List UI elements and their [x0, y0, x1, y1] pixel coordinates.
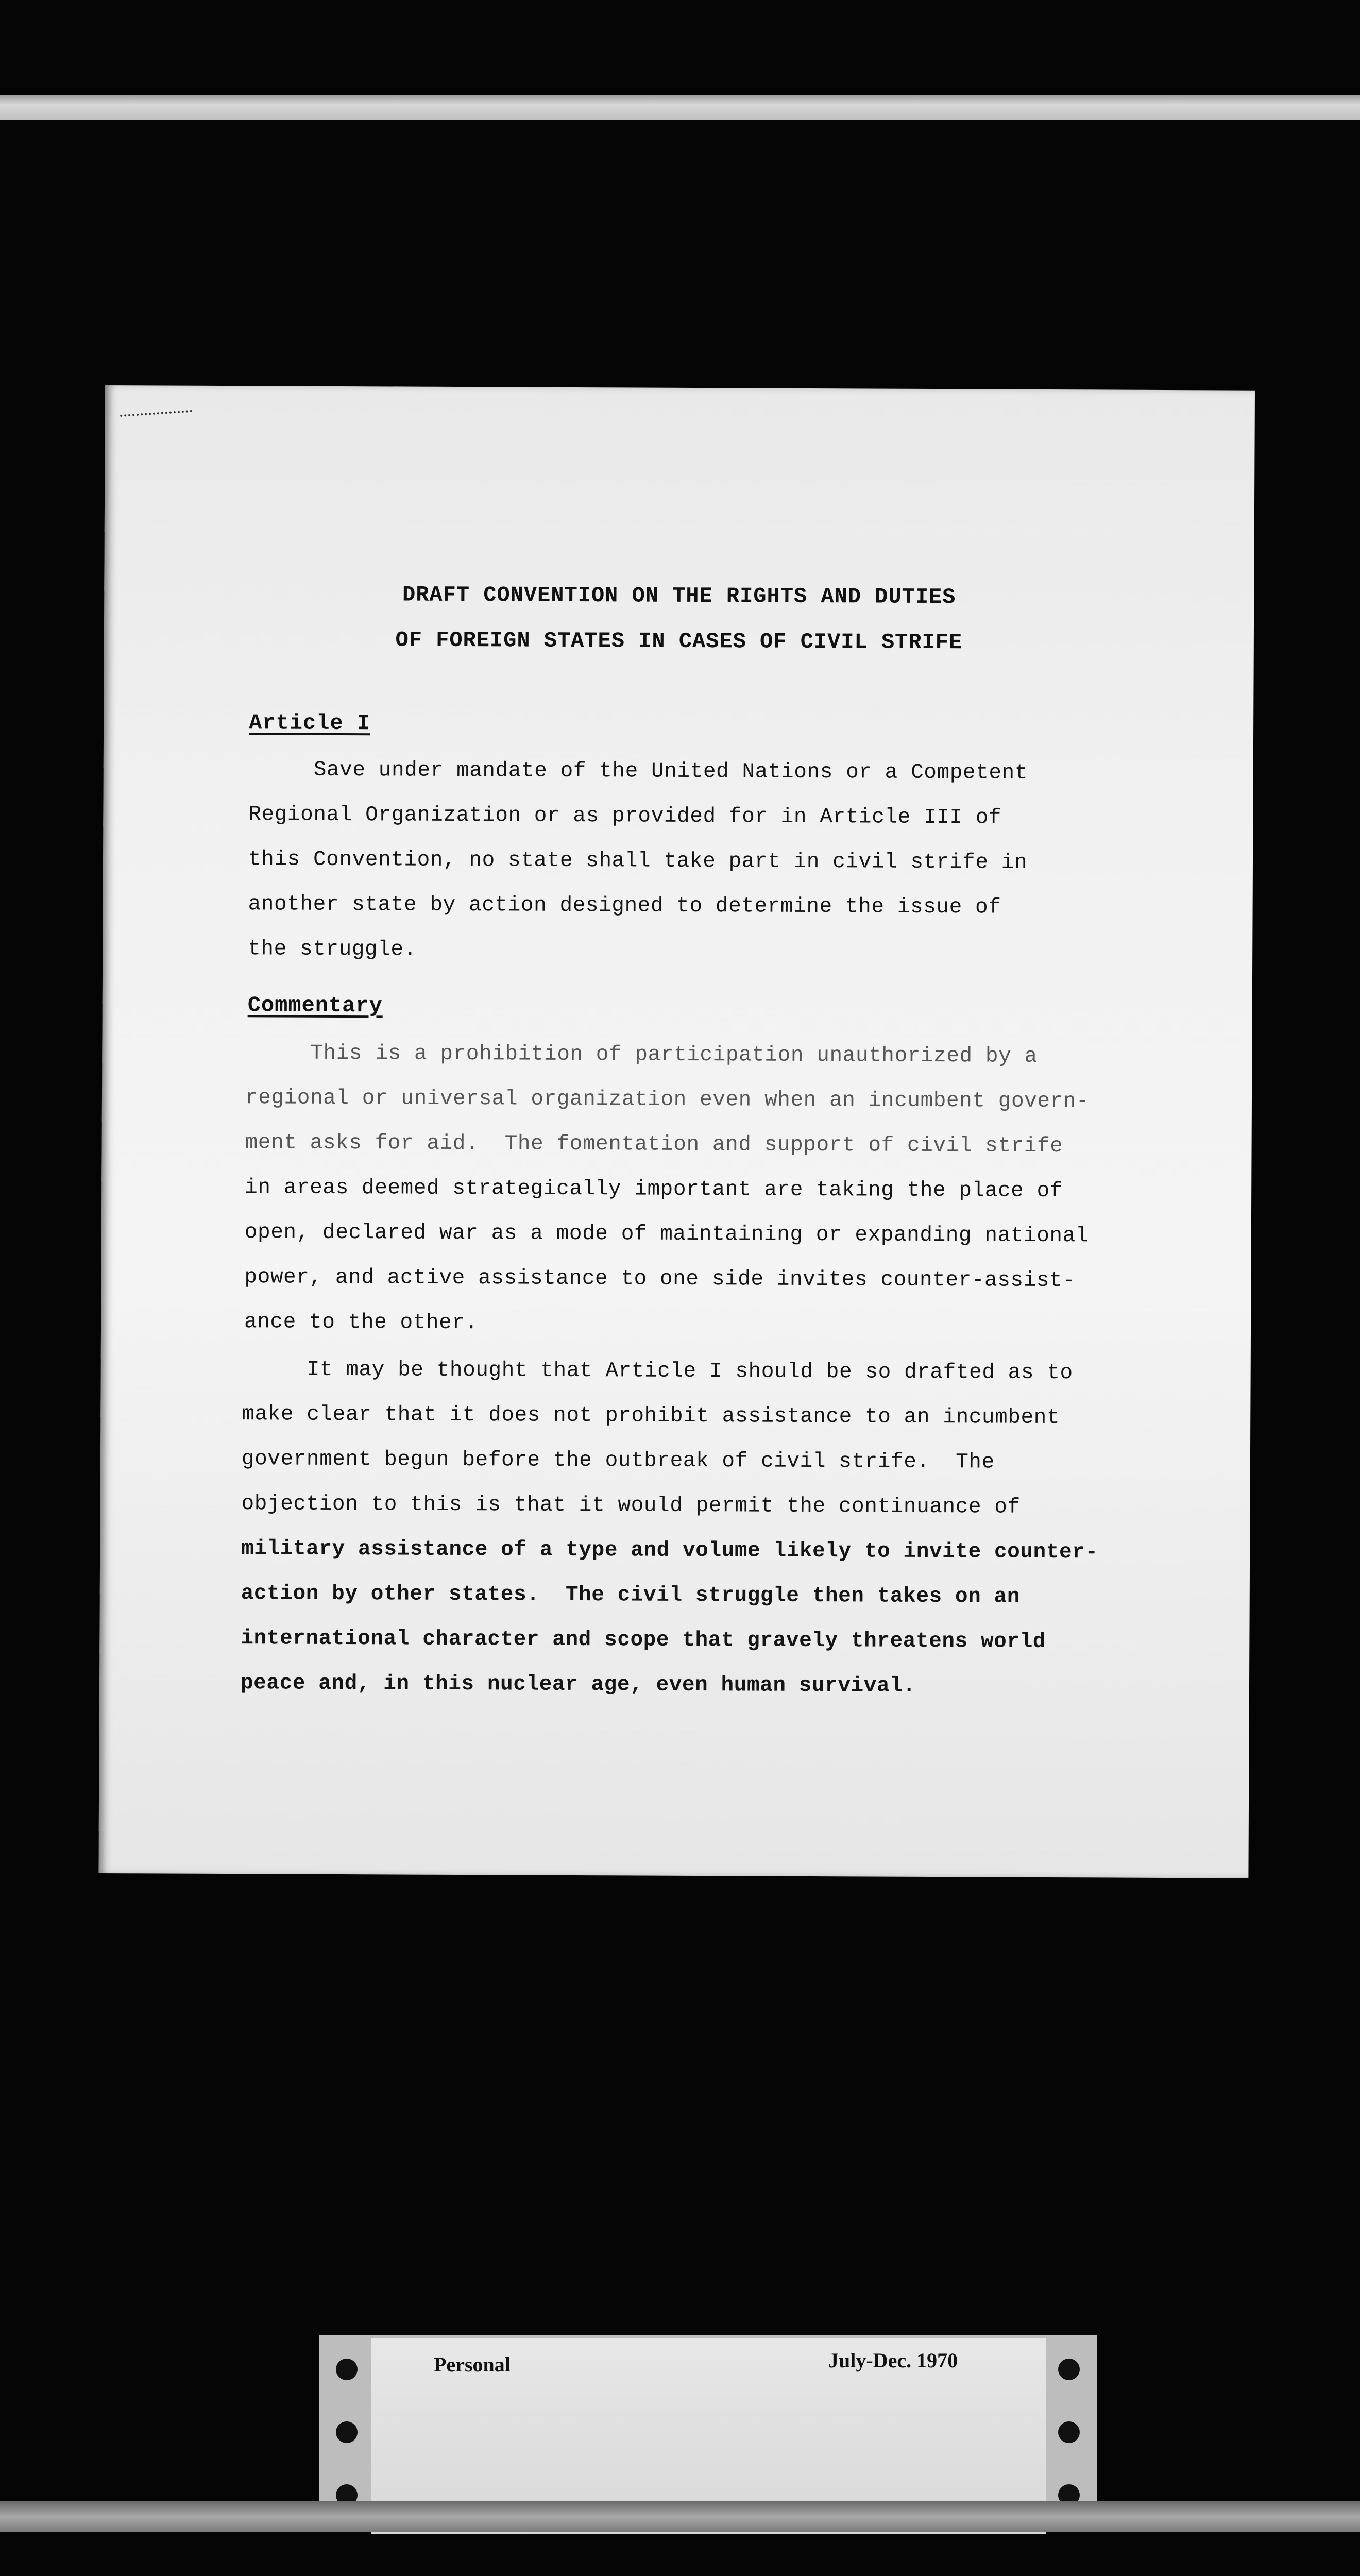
- commentary-line: ance to the other.: [244, 1310, 478, 1335]
- commentary-line: It may be thought that Article I should be so drafted as to: [242, 1358, 1073, 1385]
- commentary-line: ment asks for aid. The fomentation and support of civil strife: [245, 1131, 1063, 1159]
- commentary-line: open, declared war as a mode of maintaining or expanding national: [244, 1221, 1089, 1248]
- document-title-line-1: DRAFT CONVENTION ON THE RIGHTS AND DUTIES: [402, 582, 956, 610]
- document-title-line-2: OF FOREIGN STATES IN CASES OF CIVIL STRIFE: [395, 628, 963, 655]
- commentary-line: This is a prohibition of participation unauthorized by a: [245, 1041, 1038, 1069]
- article-line: Save under mandate of the United Nations or a Competent: [248, 758, 1028, 785]
- article-line: another state by action designed to determine the issue of: [248, 892, 1001, 920]
- commentary-line: international character and scope that gravely threatens world: [241, 1626, 1046, 1654]
- folder-label-left: Personal: [434, 2353, 511, 2376]
- article-line: Regional Organization or as provided for in Article III of: [248, 803, 1002, 830]
- punch-hole: [336, 2359, 358, 2380]
- document-page: [98, 385, 1255, 1878]
- commentary-heading: Commentary: [247, 993, 383, 1019]
- margin-mark: [120, 410, 193, 427]
- commentary-line: in areas deemed strategically important are taking the place of: [245, 1176, 1063, 1204]
- folder-label-right: July-Dec. 1970: [828, 2349, 958, 2372]
- commentary-line: power, and active assistance to one side invites counter-assist-: [244, 1265, 1076, 1293]
- commentary-line: action by other states. The civil struggle then takes on an: [241, 1582, 1021, 1609]
- commentary-line: objection to this is that it would permit the continuance of: [241, 1492, 1021, 1519]
- commentary-line: make clear that it does not prohibit assistance to an incumbent: [242, 1402, 1060, 1430]
- punch-hole: [336, 2421, 358, 2443]
- film-edge-top: [0, 95, 1360, 120]
- commentary-line: military assistance of a type and volume likely to invite counter-: [241, 1537, 1098, 1565]
- punch-hole: [1058, 2359, 1080, 2380]
- punch-hole: [1058, 2421, 1080, 2443]
- commentary-line: peace and, in this nuclear age, even human survival.: [240, 1671, 916, 1698]
- article-heading: Article I: [249, 710, 371, 736]
- article-line: the struggle.: [248, 937, 417, 962]
- article-line: this Convention, no state shall take part in civil strife in: [248, 848, 1028, 875]
- commentary-line: government begun before the outbreak of civil strife. The: [241, 1447, 995, 1475]
- film-edge-bottom: [0, 2501, 1360, 2532]
- commentary-line: regional or universal organization even when an incumbent govern-: [245, 1086, 1090, 1114]
